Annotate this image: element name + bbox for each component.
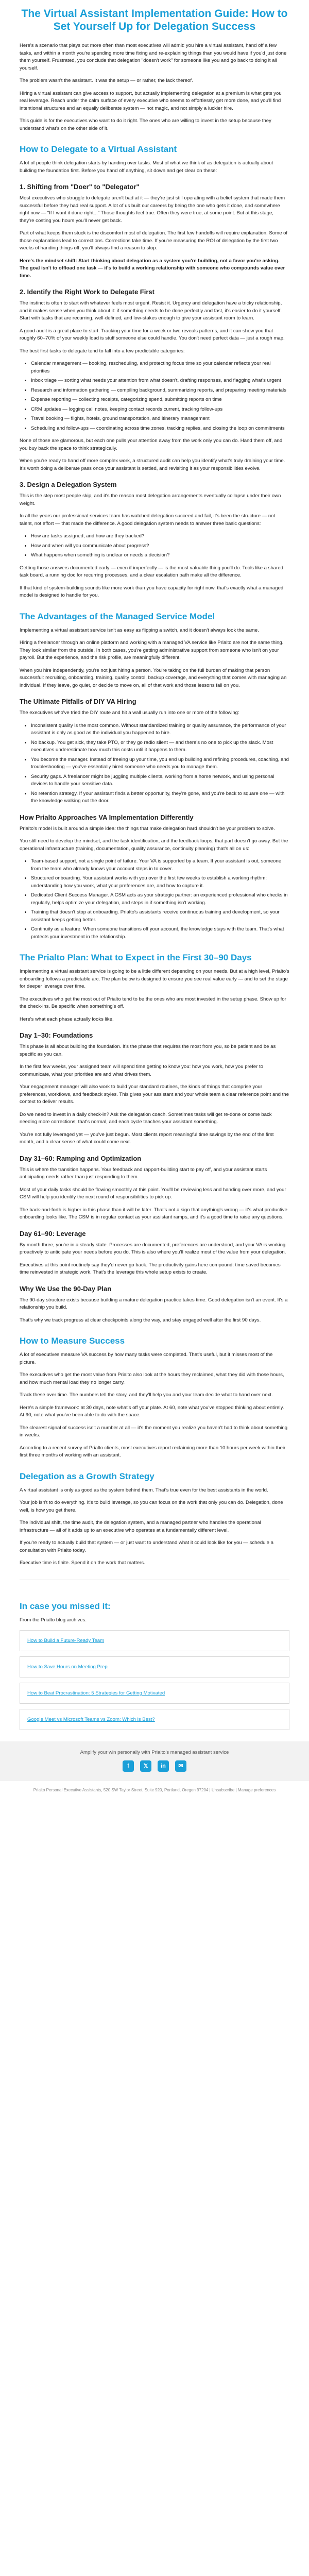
related-reads <box>0 1580 309 1731</box>
list-item: • Dedicated Client Success Manager. A CSM acts as your strategic partner: an experienced professional who checks in regularly, helps optimize your delegation, and steps in if something isn't working. <box>31 892 289 907</box>
related-subheading: From the Prialto blog archives: <box>20 1617 87 1623</box>
paragraph: Executives at this point routinely say they'd never go back. The productivity gains here compound: time saved becomes time reinvested in strategic work. That's the leverage this whole setup exists to create. <box>20 1262 281 1275</box>
list-item: • Research and information gathering — compiling background, summarizing reports, and preparing meeting materials <box>31 387 289 395</box>
paragraph: A good audit is a great place to start. Tracking your time for a week or two reveals patterns, and it can show you that roughly 60–70% of your weekly load is stuff someone else could handle. You don't need perfect data — just a rough map. <box>20 328 285 341</box>
paragraph: Your engagement manager will also work to build your standard routines, the kinds of things that comprise your preferences, workflows, and feedback styles. This gives your assistant and your whole team a clear reference point and the context to deliver results. <box>20 1084 289 1105</box>
paragraph: You're not fully leveraged yet — you've just begun. Most clients report meaningful time savings by the end of the first month, and a clear sense of what could come next. <box>20 1131 274 1145</box>
list-item: • Inbox triage — sorting what needs your attention from what doesn't, drafting responses, and flagging what's urgent <box>31 377 289 385</box>
list-item: • Team-based support, not a single point of failure. Your VA is supported by a team. If your assistant is out, someone from the team who already knows your account steps in to cover. <box>31 858 289 873</box>
paragraph: Your job isn't to do everything. It's to build leverage, so you can focus on the work that only you can do. Delegation, done well, is how you get there. <box>20 1500 283 1513</box>
paragraph: The executives who've tried the DIY route and hit a wall usually run into one or more of the following: <box>20 710 239 716</box>
category-list <box>20 360 289 432</box>
list-item: • Inconsistent quality is the most common. Without standardized training or quality assurance, the performance of your assistant is only as good as the individual you happened to hire. <box>31 722 289 737</box>
feature-list <box>20 858 289 941</box>
paragraph: A lot of executives measure VA success by how many tasks were completed. That's useful, but it misses most of the picture. <box>20 1352 273 1365</box>
paragraph: This phase is all about building the foundation. It's the phase that requires the most from you, so be patient and be as specific as you can. <box>20 1044 276 1057</box>
section-heading: How to Measure Success <box>20 1336 125 1346</box>
subheading: Day 1–30: Foundations <box>20 1031 93 1039</box>
email-icon[interactable]: ✉ <box>175 1760 186 1772</box>
paragraph: The individual shift, the time audit, the delegation system, and a managed partner who handles the operational infrastructure — all of it adds up to an executive who operates at a fundamentally different level. <box>20 1520 261 1533</box>
paragraph: The executives who get the most value from Prialto also look at the hours they reclaimed, what they did with those hours, and how much mental load they no longer carry. <box>20 1372 284 1385</box>
paragraph: The executives who get the most out of Prialto tend to be the ones who are most invested in the setup phase. Show up for the check-ins. Be specific when something's off. <box>20 996 286 1009</box>
list-item: • No retention strategy. If your assistant finds a better opportunity, they're gone, and you're back to square one — with the knowledge walking out the door. <box>31 790 289 805</box>
paragraph: Implementing a virtual assistant service isn't as easy as flipping a switch, and it doesn't always look the same. <box>20 627 259 633</box>
subheading: 1. Shifting from "Doer" to "Delegator" <box>20 183 140 191</box>
subheading: How Prialto Approaches VA Implementation Differently <box>20 813 194 821</box>
paragraph: Hiring a freelancer through an online platform and working with a managed VA service like Prialto are not the same thing. They look similar from the outside. In both cases, you're getting administrative support from someone who isn't on your payroll. But the experience, and the risk profile, are meaningfully different. <box>20 640 284 660</box>
paragraph: Implementing a virtual assistant service is going to be a little different depending on your needs. But at a high level, Prialto's onboarding follows a predictable arc. The plan below is designed to ensure you see real value early — and to set the stage for deeper leverage over time. <box>20 969 289 989</box>
related-link[interactable]: How to Build a Future-Ready Team <box>20 1630 289 1651</box>
paragraph: Part of what keeps them stuck is the discomfort most of delegation. The first few handoffs will require explanation. Some of those explanations lead to corrections. Corrections take time. If you're measuring the ROI of delegation by the first two weeks of handing things off, you'll always find a reason to stop. <box>20 230 288 251</box>
intro-paragraph: Here's a scenario that plays out more often than most executives will admit: you hire a virtual assistant, hand off a few tasks, and within a month you're spending more time fixing and re-explaining things than you would have if you'd just done them yourself. Frustrated, you conclude that delegation "doesn't work" for someone like you and go back to doing it all yourself. <box>20 43 287 71</box>
related-heading: In case you missed it: <box>20 1601 111 1611</box>
intro-paragraph: The problem wasn't the assistant. It was the setup — or rather, the lack thereof. <box>20 78 193 83</box>
paragraph: In all the years our professional-services team has watched delegation succeed and fail, it's been the structure — not talent, not effort — that made the difference. A good delegation system needs to answer three basic questions: <box>20 513 276 527</box>
facebook-icon[interactable]: f <box>123 1760 134 1772</box>
list-item: • CRM updates — logging call notes, keeping contact records current, tracking follow-ups <box>31 406 289 414</box>
paragraph: In the first few weeks, your assigned team will spend time getting to know you: how you work, how you prefer to communicate, what your priorities are and what drives them. <box>20 1064 263 1077</box>
paragraph: Executive time is finite. Spend it on the work that matters. <box>20 1560 145 1566</box>
subheading: Day 61–90: Leverage <box>20 1229 86 1238</box>
paragraph: Do we need to invest in a daily check-in? Ask the delegation coach. Sometimes tasks will get re-done or come back needing more corrections; that's normal, and each cycle teaches your assistant something. <box>20 1111 272 1125</box>
callout: Here's the mindset shift: Start thinking about delegation as a system you're building, not a favor you're asking. The goal isn't to offload one task — it's to build a working relationship with someone who compounds value over time. <box>20 258 285 279</box>
intro-paragraph: Hiring a virtual assistant can give access to support, but actually implementing delegation at a premium is what gets you real leverage. Reach under the calm surface of every executive who seems to effortlessly get more done, and you'll find intentional structures and an equally deliberate system — not magic, and not simply a luckier hire. <box>20 90 282 111</box>
section-heading: The Prialto Plan: What to Expect in the First 30–90 Days <box>20 953 252 962</box>
linkedin-icon[interactable]: in <box>158 1760 169 1772</box>
subheading: 3. Design a Delegation System <box>20 481 117 488</box>
subheading: Why We Use the 90-Day Plan <box>20 1284 112 1293</box>
list-item: • Scheduling and follow-ups — coordinating across time zones, tracking replies, and closing the loop on commitments <box>31 425 289 433</box>
subheading: Day 31–60: Ramping and Optimization <box>20 1154 142 1162</box>
list-item: • Continuity as a feature. When someone transitions off your account, the knowledge stays with the team. That's what protects your investment in the relationship. <box>31 926 289 941</box>
list-item: • You become the manager. Instead of freeing up your time, you end up building and refining procedures, coaching, and troubleshooting — you've essentially hired someone who needs you to manage them. <box>31 756 289 771</box>
list-item: • Expense reporting — collecting receipts, categorizing spend, submitting reports on time <box>31 396 289 404</box>
related-link[interactable]: How to Save Hours on Meeting Prep <box>20 1656 289 1677</box>
paragraph: This is the step most people skip, and it's the reason most delegation arrangements eventually collapse under their own weight. <box>20 493 281 506</box>
paragraph: A virtual assistant is only as good as the system behind them. That's true even for the best assistants in the world. <box>20 1487 268 1493</box>
paragraph: The 90-day structure exists because building a mature delegation practice takes time. Good delegation isn't an event. It's a relationship you build. <box>20 1297 288 1310</box>
paragraph: Getting those answers documented early — even if imperfectly — is the most valuable thing you'll do. Tools like a shared task board, a running doc for recurring processes, and a clear escalation path make all the difference. <box>20 565 283 578</box>
list-item: • Security gaps. A freelancer might be juggling multiple clients, working from a home network, and using personal devices to handle your sensitive data. <box>31 773 289 788</box>
paragraph: According to a recent survey of Prialto clients, most executives report reclaiming more than 10 hours per week within their first three months of working with an assistant. <box>20 1445 286 1458</box>
list-item: • Training that doesn't stop at onboarding. Prialto's assistants receive continuous training and development, so your assistant keeps getting better. <box>31 909 289 924</box>
paragraph: Here's a simple framework: at 30 days, note what's off your plate. At 60, note what you've stopped thinking about entirely. At 90, note what you've been able to do with the space. <box>20 1404 284 1418</box>
section-heading: The Advantages of the Managed Service Model <box>20 611 215 621</box>
paragraph: Most of your daily tasks should be flowing smoothly at this point. You'll be reviewing less and handing over more, and your CSM will help you identify the next round of responsibilities to pick up. <box>20 1187 286 1200</box>
paragraph: The best first tasks to delegate tend to fall into a few predictable categories: <box>20 348 185 354</box>
paragraph: None of those are glamorous, but each one pulls your attention away from the work only you can do. Hand them off, and you buy back the space to think strategically. <box>20 438 283 451</box>
related-link[interactable]: Google Meet vs Microsoft Teams vs Zoom: Which is Best? <box>20 1709 289 1730</box>
list-item: • How are tasks assigned, and how are they tracked? <box>31 533 289 540</box>
paragraph: The back-and-forth is higher in this phase than it will be later. That's not a sign that anything's wrong — it's what productive onboarding looks like. The CSM is in regular contact as your assistant ramps, and it's a good time to raise any questions. <box>20 1207 287 1220</box>
x-icon[interactable]: 𝕏 <box>140 1760 151 1772</box>
paragraph: If that kind of system-building sounds like more work than you have capacity for right now, that's exactly what a managed model is designed to handle for you. <box>20 585 284 598</box>
paragraph: Track these over time. The numbers tell the story, and they'll help you and your team decide what to hand over next. <box>20 1392 273 1398</box>
paragraph: Here's what each phase actually looks like. <box>20 1016 114 1022</box>
paragraph: That's why we track progress at clear checkpoints along the way, and stay engaged well after the first 90 days. <box>20 1317 261 1323</box>
paragraph: Most executives who struggle to delegate aren't bad at it — they're just still operating with a belief system that made them successful before they had real support. A lot of us built our careers by being the one who gets it done, and somewhere right now — "If I want it done right..." Those thoughts feel true. Often they were true, at some point. But at this stage, they're costing you hours you'll never get back. <box>20 195 285 224</box>
question-list <box>20 533 289 560</box>
list-item: • How and when will you communicate about progress? <box>31 543 289 550</box>
list-item: • Calendar management — booking, rescheduling, and protecting focus time so your calendar reflects your real priorities <box>31 360 289 375</box>
paragraph: When you're ready to hand off more complex work, a structured audit can help you identify what's truly draining your time. It's worth doing a deliberate pass once your assistant is settled, and revisiting it as your responsibilities evolve. <box>20 458 285 471</box>
paragraph: The instinct is often to start with whatever feels most urgent. Resist it. Urgency and delegation have a tricky relationship, and it makes sense when you think about it: if something needs to be done perfectly and fast, it's easier to do it yourself. Start with tasks that are recurring, well-defined, and low-stakes enough to give your assistant room to learn. <box>20 300 282 321</box>
list-item: • No backup. You get sick, they take PTO, or they go radio silent — and there's no one to pick up the slack. Most executives underestimate how much this costs until it happens to them. <box>31 739 289 754</box>
paragraph: This is where the transition happens. Your feedback and rapport-building start to pay off, and your assistant starts anticipating needs rather than just responding to them. <box>20 1166 267 1180</box>
section-heading: How to Delegate to a Virtual Assistant <box>20 144 177 154</box>
subheading: 2. Identify the Right Work to Delegate First <box>20 288 154 296</box>
paragraph: The clearest signal of success isn't a number at all — it's the moment you realize you haven't had to think about something in weeks. <box>20 1425 288 1438</box>
paragraph: You still need to develop the mindset, and the task identification, and the feedback loops; that part doesn't go away. But the operational infrastructure (training, documentation, quality assurance, continuity planning) that's all on us: <box>20 838 288 852</box>
paragraph: If you're ready to actually build that system — or just want to understand what it could look like for you — schedule a consultation with Prialto today. <box>20 1540 273 1553</box>
list-item: • Travel booking — flights, hotels, ground transportation, and itinerary management <box>31 415 289 423</box>
article-title: The Virtual Assistant Implementation Guide: How to Set Yourself Up for Delegation Success <box>21 8 288 32</box>
paragraph: A lot of people think delegation starts by handing over tasks. Most of what we think of as delegation is actually about building the foundation first. Before you hand off anything, sit down and get clear on these: <box>20 160 273 174</box>
pitfall-list <box>20 722 289 805</box>
subheading: The Ultimate Pitfalls of DIY VA Hiring <box>20 698 136 705</box>
intro-paragraph: This guide is for the executives who want to do it right. The ones who are willing to invest in the setup because they understand what's on the other side of it. <box>20 118 271 131</box>
share-text: Amplify your win personally with Prialto's managed assistant service <box>80 1750 229 1755</box>
paragraph: By month three, you're in a steady state. Processes are documented, preferences are understood, and your VA is working proactively to anticipate your needs before you do. This is also where you'll realize most of the value from your delegation. <box>20 1242 286 1255</box>
list-item: • Structured onboarding. Your assistant works with you over the first few weeks to establish a working rhythm: understanding how you work, what your preferences are, and how to capture it. <box>31 875 289 890</box>
paragraph: When you hire independently, you're not just hiring a person. You're taking on the full burden of making that person successful: recruiting, onboarding, training, quality control, backup coverage, and everything that comes with managing an individual. If they leave, go quiet, or decide to move on, all of that work and those lessons fall on you. <box>20 667 287 688</box>
related-link[interactable]: How to Beat Procrastination: 5 Strategies for Getting Motivated <box>20 1683 289 1704</box>
section-heading: Delegation as a Growth Strategy <box>20 1471 154 1481</box>
legal-footer: Prialto Personal Executive Assistants, 520 SW Taylor Street, Suite 920, Portland, Oregon 97204 | Unsubscribe | Manage preferences <box>0 1781 309 1801</box>
share-bar <box>0 1741 309 1781</box>
share-icons <box>0 1760 309 1772</box>
paragraph: Prialto's model is built around a simple idea: the things that make delegation hard shouldn't be your problem to solve. <box>20 825 275 832</box>
list-item: • What happens when something is unclear or needs a decision? <box>31 552 289 560</box>
